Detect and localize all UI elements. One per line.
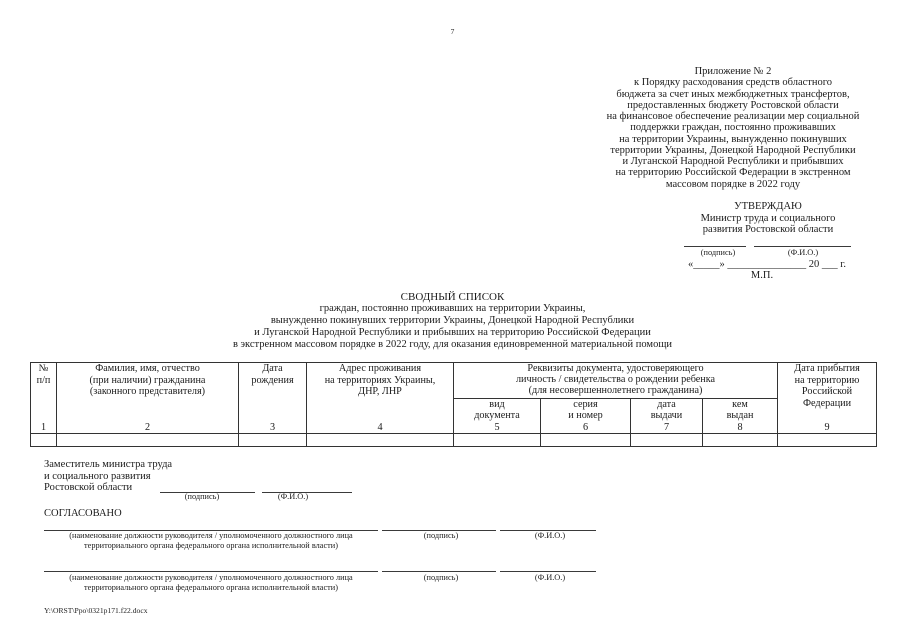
document-title xyxy=(0,291,905,351)
title-subtitle-line: в экстренном массовом порядке в 2022 году, для оказания единовременной материальной помощи xyxy=(232,339,673,350)
header-label-line: Адрес проживания xyxy=(338,363,422,374)
header-label-line: кем xyxy=(732,399,748,410)
header-cell-full-name xyxy=(57,363,239,434)
approval-block xyxy=(666,201,870,236)
header-cell-series-number xyxy=(541,399,631,434)
column-number: 8 xyxy=(737,421,743,433)
header-label-line: Реквизиты документа, удостоверяющего xyxy=(527,363,704,374)
signatory-position-line: Заместитель министра труда xyxy=(44,459,173,470)
table-cell xyxy=(703,434,778,447)
appendix-line: поддержки граждан, постоянно проживавших xyxy=(630,122,836,134)
header-cell-issue-date xyxy=(631,399,703,434)
agreement-signature-caption: (подпись) xyxy=(423,531,459,540)
title-subtitle-line: граждан, постоянно проживавших на территории Украины, xyxy=(319,303,586,314)
header-label-line: ДНР, ЛНР xyxy=(358,386,402,397)
appendix-line: массовом порядке в 2022 году xyxy=(665,178,801,190)
table-cell xyxy=(57,434,239,447)
column-number: 9 xyxy=(824,421,830,433)
table-cell xyxy=(307,434,454,447)
column-number: 3 xyxy=(269,421,276,433)
header-label-line: на территорию xyxy=(794,374,860,386)
appendix-line: и Луганской Народной Республики и прибывших xyxy=(622,156,844,167)
table-cell-value xyxy=(31,434,56,446)
approval-date-line: «_____» _______________ 20 ___ г. xyxy=(688,259,846,270)
header-label-line: (при наличии) гражданина xyxy=(89,374,206,386)
table-cell-value xyxy=(57,434,238,446)
header-label-line: серия xyxy=(573,399,598,410)
appendix-header xyxy=(598,66,868,190)
approval-title: УТВЕРЖДАЮ xyxy=(734,201,802,212)
appendix-line: на территорию Российской Федерации в экстренном xyxy=(615,167,851,179)
signatory-position-line: и социального развития xyxy=(44,470,151,482)
signatory-name-caption: (Ф.И.О.) xyxy=(277,492,309,501)
header-cell-document-details xyxy=(454,363,778,399)
header-label-line: документа xyxy=(474,410,520,421)
header-cell-issued-by xyxy=(703,399,778,434)
signatory-position-line: Ростовской области xyxy=(44,482,133,493)
header-cell-address xyxy=(307,363,454,434)
approval-signature-line xyxy=(684,246,746,247)
agreement-signature-line xyxy=(382,571,496,572)
header-label-line: п/п xyxy=(36,374,51,386)
table-cell xyxy=(778,434,877,447)
table-cell xyxy=(454,434,541,447)
file-path: Y:\ORST\Ppo\0321p171.f22.docx xyxy=(44,606,148,615)
header-label-line: Федерации xyxy=(802,397,852,409)
caption-line: территориального органа федерального органа исполнительной власти) xyxy=(84,583,338,592)
approval-position-line: Министр труда и социального xyxy=(700,212,836,224)
appendix-line: к Порядку расходования средств областного xyxy=(633,77,833,89)
table-cell xyxy=(31,434,57,447)
caption-line: территориального органа федерального органа исполнительной власти) xyxy=(84,541,338,550)
approval-name-caption: (Ф.И.О.) xyxy=(787,248,819,257)
table-cell-value xyxy=(239,434,306,446)
table-row xyxy=(31,434,877,447)
header-label-line: (для несовершеннолетнего гражданина) xyxy=(528,385,703,396)
table-cell-value xyxy=(631,434,702,446)
header-label-line: на территориях Украины, xyxy=(324,374,436,386)
appendix-line: на финансовое обеспечение реализации мер социальной xyxy=(606,111,860,122)
title-subtitle-line: и Луганской Народной Республики и прибывших на территорию Российской Федерации xyxy=(254,327,651,338)
stamp-label: М.П. xyxy=(750,270,774,281)
agreement-name-caption: (Ф.И.О.) xyxy=(534,573,566,582)
header-cell-birth-date xyxy=(239,363,307,434)
table-cell-value xyxy=(307,434,453,446)
title-heading: СВОДНЫЙ СПИСОК xyxy=(400,291,505,303)
appendix-line: территории Украины, Донецкой Народной Республики xyxy=(610,144,856,156)
column-number: 5 xyxy=(494,421,500,433)
header-label-line: вид xyxy=(489,399,505,410)
caption-line: (наименование должности руководителя / уполномоченного должностного лица xyxy=(69,531,353,540)
agreement-signature-caption: (подпись) xyxy=(423,573,459,582)
column-number: 2 xyxy=(144,421,151,433)
header-label-line: Российской xyxy=(801,386,853,397)
title-subtitle-line: вынужденно покинувших территории Украины, Донецкой Народной Республики xyxy=(270,315,635,326)
table-cell xyxy=(239,434,307,447)
agreement-position-line xyxy=(44,571,378,572)
column-number: 4 xyxy=(377,421,383,433)
signatory-block xyxy=(44,459,172,494)
agreement-name-caption: (Ф.И.О.) xyxy=(534,531,566,540)
header-label-line: рождения xyxy=(251,374,294,386)
header-label-line: Дата прибытия xyxy=(794,363,860,374)
header-label-line: (законного представителя) xyxy=(89,386,206,397)
appendix-line: на территории Украины, вынужденно покинувших xyxy=(619,133,847,145)
header-cell-document-type xyxy=(454,399,541,434)
header-label-line: дата xyxy=(657,399,676,410)
header-label-line: личность / свидетельства о рождении ребенка xyxy=(515,374,716,385)
signatory-signature-caption: (подпись) xyxy=(184,492,220,501)
header-cell-number xyxy=(31,363,57,434)
header-label-line: № xyxy=(38,363,49,374)
header-label-line: Фамилия, имя, отчество xyxy=(95,363,200,374)
table-cell-value xyxy=(541,434,630,446)
header-label-line: и номер xyxy=(568,410,603,421)
table-cell-value xyxy=(703,434,777,446)
appendix-line: Приложение № 2 xyxy=(694,66,772,77)
page-number: 7 xyxy=(450,27,455,36)
approval-signature-caption: (подпись) xyxy=(700,248,736,257)
table-cell-value xyxy=(778,434,876,446)
agreement-title: СОГЛАСОВАНО xyxy=(44,508,122,519)
table-cell xyxy=(631,434,703,447)
table-cell-value xyxy=(454,434,540,446)
header-label-line: выдачи xyxy=(650,410,683,421)
header-label-line: выдан xyxy=(726,410,754,421)
table-header-row xyxy=(31,363,877,399)
column-number: 1 xyxy=(40,421,47,433)
header-label-line: Дата xyxy=(262,363,283,374)
agreement-name-line xyxy=(500,571,596,572)
column-number: 7 xyxy=(663,421,670,433)
header-cell-arrival-date xyxy=(778,363,877,434)
approval-name-line xyxy=(754,246,851,247)
agreement-position-caption xyxy=(44,531,378,551)
column-number: 6 xyxy=(582,421,589,433)
approval-position-line: развития Ростовской области xyxy=(702,224,834,235)
caption-line: (наименование должности руководителя / уполномоченного должностного лица xyxy=(69,573,353,582)
appendix-line: бюджета за счет иных межбюджетных трансфертов, xyxy=(616,88,850,100)
appendix-line: предоставленных бюджету Ростовской области xyxy=(627,99,839,111)
summary-table xyxy=(30,362,877,447)
table-cell xyxy=(541,434,631,447)
agreement-position-caption xyxy=(44,573,378,593)
